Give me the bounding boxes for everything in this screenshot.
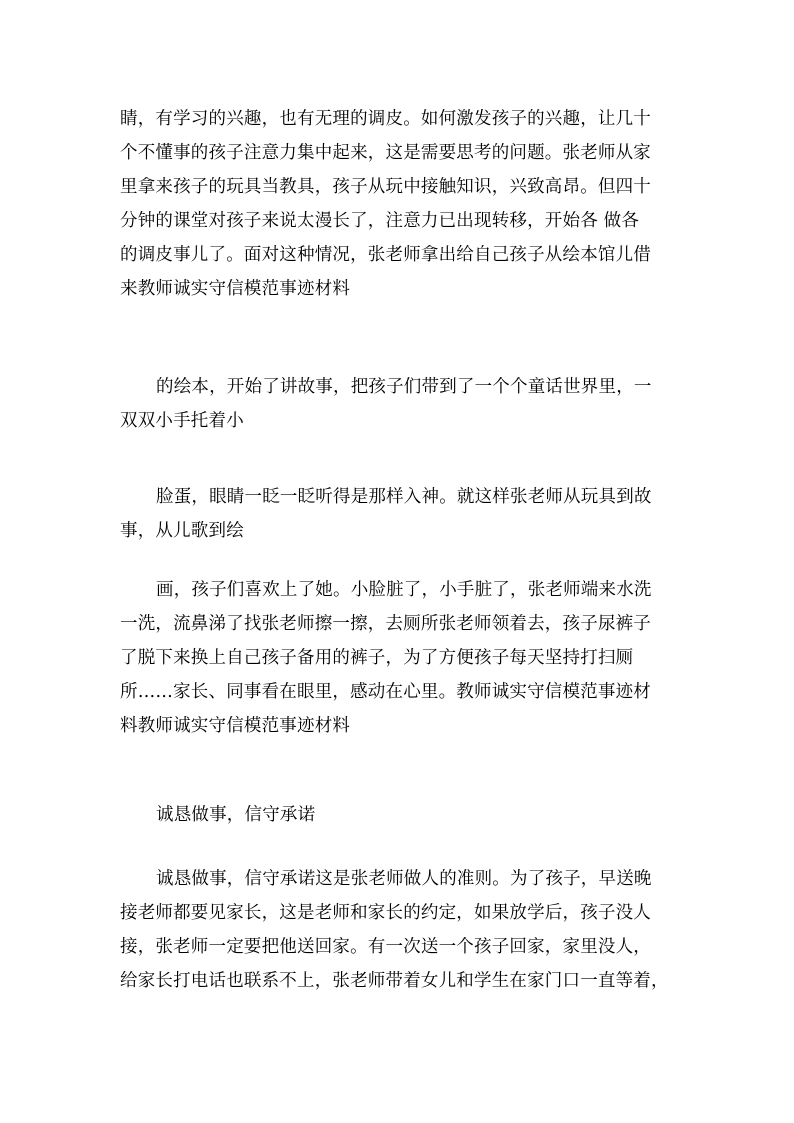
text-line: 诚恳做事，信守承诺这是张老师做人的准则。为了孩子，早送晚: [156, 869, 652, 889]
text-line: 了脱下来换上自己孩子备用的裤子，为了方便孩子每天坚持打扫厕: [120, 648, 634, 668]
text-line: 料教师诚实守信模范事迹材料: [120, 716, 351, 736]
text-line: 接，张老师一定要把他送回家。有一次送一个孩子回家，家里没人，: [120, 937, 651, 957]
text-line: 分钟的课堂对孩子来说太漫长了，注意力已出现转移，开始各 做各: [120, 211, 640, 231]
text-line: 画，孩子们喜欢上了她。小脸脏了，小手脏了，张老师端来水洗: [156, 580, 652, 600]
paragraph-3: [120, 480, 680, 548]
text-line: 接老师都要见家长，这是老师和家长的约定，如果放学后，孩子没人: [120, 903, 651, 923]
section-heading: [120, 798, 680, 832]
text-line: 里拿来孩子的玩具当教具，孩子从玩中接触知识，兴致高昂。但四十: [120, 177, 651, 197]
text-line: 来教师诚实守信模范事迹材料: [120, 279, 351, 299]
paragraph-4: [120, 573, 680, 743]
paragraph-1: [120, 102, 680, 306]
text-line: 的调皮事儿了。面对这种情况，张老师拿出给自己孩子从绘本馆儿借: [120, 245, 651, 265]
text-line: 脸蛋，眼睛一眨一眨听得是那样入神。就这样张老师从玩具到故: [156, 487, 652, 507]
heading-line: 诚恳做事，信守承诺: [156, 805, 316, 825]
text-line: 事，从儿歌到绘: [120, 521, 244, 541]
text-line: 给家长打电话也联系不上，张老师带着女儿和学生在家门口一直等着，: [120, 971, 669, 991]
text-line: 个不懂事的孩子注意力集中起来，这是需要思考的问题。张老师从家: [120, 143, 651, 163]
text-line: 双双小手托着小: [120, 411, 244, 431]
text-line: 的绘本，开始了讲故事，把孩子们带到了一个个童话世界里，一: [156, 377, 652, 397]
text-line: 所……家长、同事看在眼里，感动在心里。教师诚实守信模范事迹材: [120, 682, 651, 702]
text-line: 睛，有学习的兴趣，也有无理的调皮。如何激发孩子的兴趣，让几十: [120, 109, 651, 129]
paragraph-5: [120, 862, 680, 998]
text-line: 一洗，流鼻涕了找张老师擦一擦，去厕所张老师领着去，孩子尿裤子: [120, 614, 651, 634]
paragraph-2: [120, 370, 680, 438]
